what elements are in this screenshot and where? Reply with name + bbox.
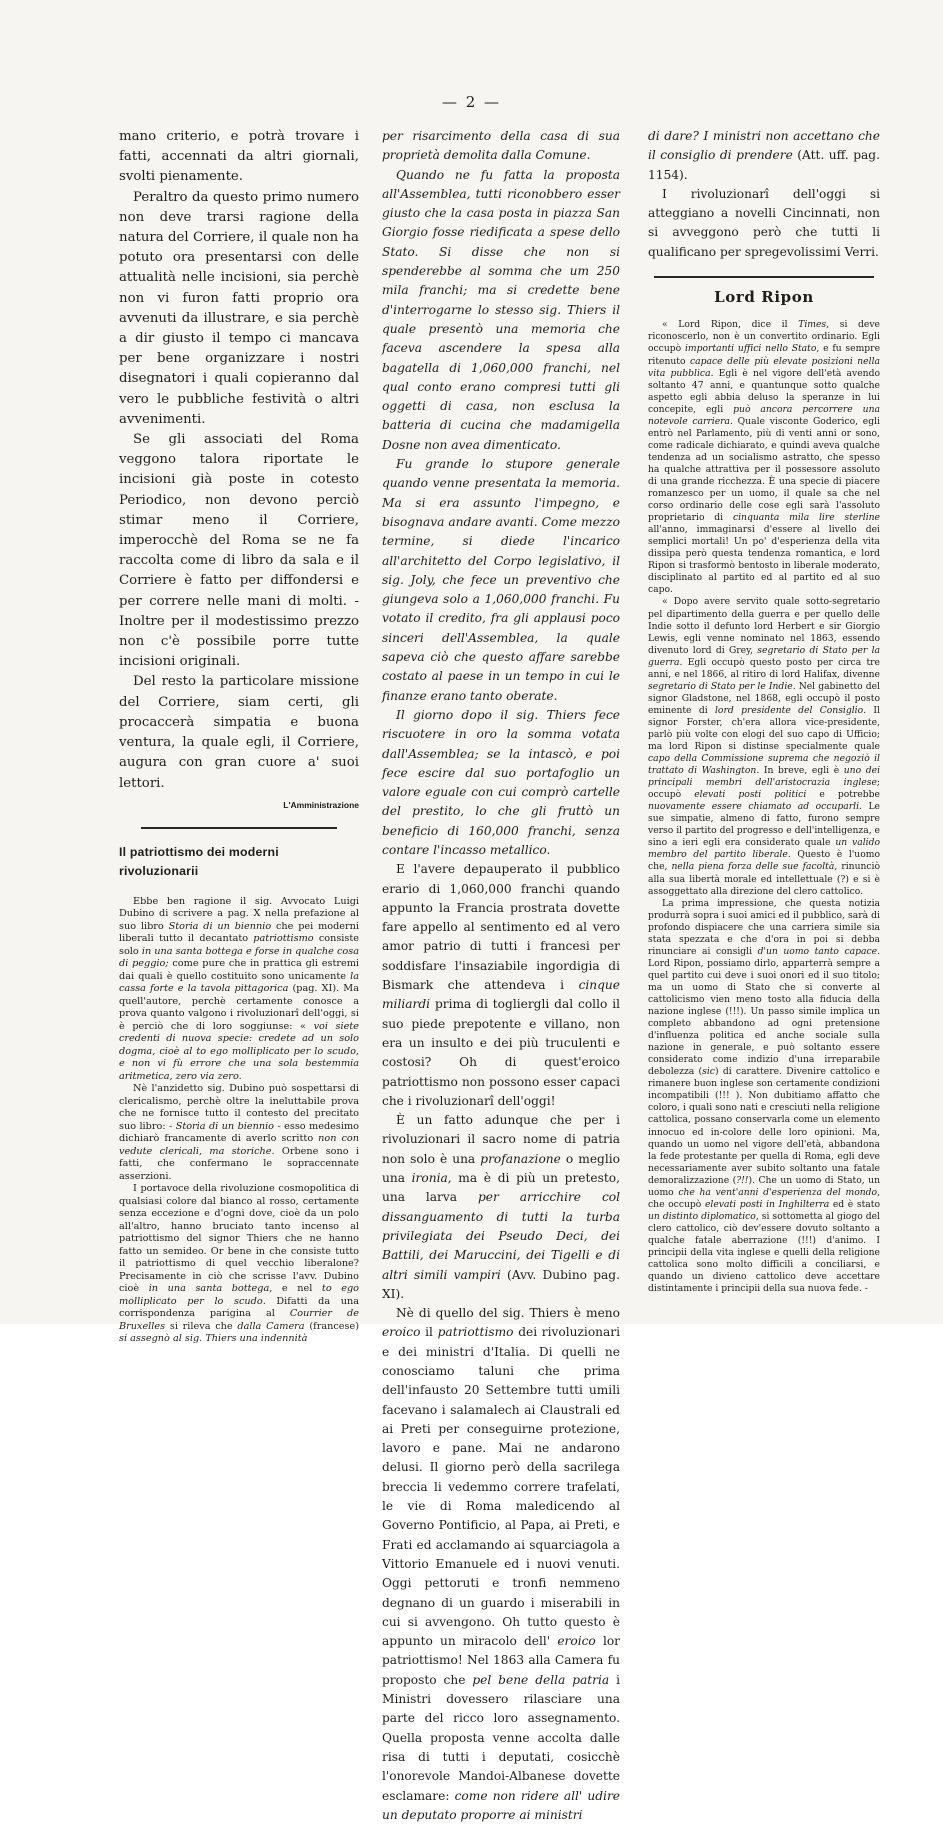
paragraph: Fu grande lo stupore generale quando venne presentata la memoria. Ma si era assunto l'impegno, e bisognava andare avanti. Come mezzo termine, si diede l'incarico all'architetto del Corpo legislativo, il sig. Joly, che fece un preventivo che giungeva solo a 1,060,000 franchi. Fu votato il credito, fra gli applausi poco sinceri dell'Assemblea, la quale sapeva ciò che questo affare sarebbe costato al paese in un tempo in cui le finanze erano tanto oberate. [382,457,620,703]
paragraph: I rivoluzionarî dell'oggi si atteggiano a novelli Cincinnati, non si avveggono però che tutti li qualificano per spregevolissimi Verri. [648,186,880,259]
paragraph: E l'avere depauperato il pubblico erario di 1,060,000 franchi quando appunto la Francia prostrata dovette fare appello al sentimento ed al vero amor patrio di tutti i francesi per soddisfare l'insaziabile ingordigia di Bismark che attendeva i cinque miliardi prima di togliergli dal collo il suo piede prepotente e villano, non era un insulto e dei più truculenti e costosi? Oh di quest'eroico patriottismo non possono esser capaci che i rivoluzionarî dell'oggi! [382,862,620,1108]
paragraph: Ebbe ben ragione il sig. Avvocato Luigi Dubino di scrivere a pag. X nella prefazione al suo libro Storia di un biennio che pei moderni liberali tutto il decantato patriottismo consiste solo in una santa bottega e forse in qualche cosa di peggio; come pure che in prattica gli estremi dai quali è quello costituito sono unicamente la cassa forte e la tavola pittagorica (pag. XI). Ma quell'autore, perchè certamente conosce a prova quanto valgono i rivoluzionarî dell'oggi, si è perciò che di loro soggiunse: « voi siete credenti di nuova specie: credete ad un solo dogma, cioè al to ego molliplicato per lo scudo, e non vi fù errore che una sola bestemmia aritmetica, zero via zero. [119,895,360,1082]
article-ending [648,127,880,262]
paragraph: Nè di quello del sig. Thiers è meno eroico il patriottismo dei rivoluzionari e dei ministri d'Italia. Di quelli ne conosciamo taluni che prima dell'infausto 20 Settembre tutti umili facevano i salamalech ai Claustrali ed ai Preti per conseguirne protezione, lavoro e pane. Mai ne andarono delusi. Il giorno però della sacrilega breccia li vedemmo correre trafelati, le vie di Roma maledicendo al Governo Pontificio, al Papa, ai Preti, e Frati ed acclamando ai squarciagola a Vittorio Emanuele ed i nuovi venuti. Oggi pettoruti e tronfi nemmeno degnano di un guardo i miserabili in cui si avvengono. Oh tutto questo è appunto un miracolo dell' eroico lor patriottismo! Nel 1863 alla Camera fu proposto che pel bene della patria i Ministri dovessero rilasciare una parte del ricco loro assegnamento. Quella proposta venne accolta dalle risa di tutti i deputati, cosicchè l'onorevole Mandoi-Albanese dovette esclamare: come non ridere all' udire un deputato proporre ai ministri [382,1306,621,1822]
column-right [648,127,881,1295]
paragraph: mano criterio, e potrà trovare i fatti, accennati da altri giornali, svolti pienamente. [119,129,359,185]
section-divider [119,815,359,841]
section-divider-right [654,276,874,278]
paragraph: Peraltro da questo primo numero non deve trarsi ragione della natura del Corriere, il quale non ha potuto ora presentarsi con delle attualità nelle incisioni, sia perchè non vi furon fatti proprio ora avvenuti da illustrare, e sia perchè a dir giusto il tempo ci mancava per bene organizzare i nostri disegnatori i quali copieranno dal vero le pubbliche festività o altri avvenimenti. [119,189,359,427]
article-continuation [382,127,620,1825]
paragraph: Se gli associati del Roma veggono talora riportate le incisioni già poste in cotesto Periodico, non devono perciò stimar meno il Corriere, imperocchè del Roma se ne fa raccolta come di libro da sala e il Corriere è fatto per diffondersi e per correre nelle mani di molti. - Inoltre per il modestissimo prezzo non c'è possibile porre tutte incisioni originali. [119,432,359,670]
paragraph: Del resto la particolare missione del Corriere, siam certi, gli procaccerà simpatia e buona ventura, la quale egli, il Corriere, augura con gran cuore a' suoi lettori. [119,674,359,791]
column-middle [382,127,621,1822]
notice-signature: L'Amministrazione [283,799,359,810]
paragraph: Il giorno dopo il sig. Thiers fece riscuotere in oro la somma votata dall'Assemblea; se la intascò, e poi fece escire dal suo portafoglio un valore eguale con cui comprò cartelle del prestito, lo che gli fruttò un beneficio di 160,000 franchi, senza contare l'incasso metallico. [382,707,620,857]
article-title-patriottismo: Il patriottismo dei moderni rivoluzionarii [119,845,279,879]
paragraph: La prima impressione, che questa notizia produrrà sopra i suoi amici ed il pubblico, sarà di profondo dispiacere che una carriera simile sia stata spezzata e che d'ora in poi si debba rinunciare ai consigli d'un uomo tanto capace. Lord Ripon, possiamo dirlo, apparterrà sempre a quel partito cui deve i suoi onori ed il suo titolo; ma un uomo di Stato che si converte al cattolicismo vien meno tosto alla fiducia della nazione inglese (!!!). Un passo simile implica un completo abbandono ad ogni pretensione d'influenza politica ed anche sociale sulla nazione in generale, e può soltanto essere considerato come indizio d'una irreparabile debolezza (sic) di carattere. Divenire cattolico e rimanere buon inglese son certamente condizioni incompatibili (!!! ). Non dubitiamo affatto che coloro, i quali sono nati e cresciuti nella religione cattolica, possano conservarla come un elemento innocuo ed in-colore delle loro opinioni. Ma, quando un uomo nel vigore dell'età, abbandona la fede protestante per quella di Roma, egli deve necessariamente aver subito soltanto una fatale demoralizzazione (?!!). Che un uomo di Stato, un uomo che ha vent'anni d'esperienza del mondo, che occupò elevati posti in Inghilterra ed è stato un distinto diplomatico, si sottometta al giogo del clero cattolico, ciò dev'essere dovuto soltanto a qualche fatale aberrazione (!!!) d'animo. I principii della vita inglese e quelli della religione cattolica sono molto difficili a conciliarsi, e quando un divieno cattolico deve accettare distintamente i principii della sua nuova fede. - [648,897,880,1295]
paragraph: Nè l'anzidetto sig. Dubino può sospettarsi di clericalismo, perchè oltre la ineluttabile prova che ne fornisce tutto il contesto del precitato suo libro: - Storia di un biennio - esso medesimo dichiarò francamente di averlo scritto non con vedute clericali, ma storiche. Orbene sono i fatti, che confermano le sopraccennate asserzioni. [119,1083,359,1182]
article-title-lord-ripon: Lord Ripon [714,288,814,307]
paragraph: Quando ne fu fatta la proposta all'Assemblea, tutti riconobbero esser giusto che la casa posta in piazza San Giorgio fosse riedificata a spese dello Stato. Si disse che non si spenderebbe al somma che um 250 mila franchi; ma si credette bene d'interrogarne lo stesso sig. Thiers il quale presentò una memoria che faceva ascendere la spesa alla bagatella di 1,060,000 franchi, nel qual conto erano compresi tutti gli oggetti di casa, non esclusa la batteria di cucina che madamigella Dosne non avea dimenticato. [382,167,620,452]
paragraph: « Lord Ripon, dice il Times, si deve riconoscerlo, non è un convertito ordinario. Egli occupò importanti uffici nello Stato, e fu sempre ritenuto capace delle più elevate posizioni nella vita pubblica. Egli è nel vigore dell'età avendo soltanto 47 anni, e quantunque sotto qualche aspetto egli abbia deluso la speranze in lui concepite, egli può ancora percorrere una notevole carriera. Quale visconte Goderico, egli entrò nel Parlamento, più di venti anni or sono, come radicale dichiarato, e quindi aveva qualche tendenza ad un socialismo astratto, che spesso ha qualche attrattiva per il possessore assoluto di una grande ricchezza. È una specie di piacere romanzesco per un uomo, il quale sa che nel corso ordinario delle cose egli sarà l'assoluto proprietario di cinquanta mila lire sterline all'anno, immaginarsi d'essere al livello dei semplici mortali! Un po' d'esperienza della vita dissipa però questa tendenza romantica, e lord Ripon si trasformò bentosto in liberale moderato, disciplinato al partito ed al partito ed al suo capo. [648,319,880,596]
notice-body [119,127,359,794]
article-body-patriottismo [119,896,359,1346]
paragraph: di dare? I ministri non accettano che il consiglio di prendere (Att. uff. pag. 1154). [648,129,880,182]
page-number: — 2 — [441,93,502,111]
paragraph: per risarcimento della casa di sua proprietà demolita dalla Comune. [382,129,620,163]
paragraph: I portavoce della rivoluzione cosmopolitica di qualsiasi colore dal bianco al rosso, certamente senza eccezione e d'ogni dove, cioè da un polo all'altro, hanno bruciato tanto incenso al patriottismo del signor Thiers che ne hanno fatto un semideo. Or bene in che consiste tutto il patriottismo di quel vecchio liberalone? Precisamente in ciò che scrisse l'avv. Dubino cioè in una santa bottega, e nel to ego molliplicato per lo scudo. Difatti da una corrispondenza parigina al Courrier de Bruxelles si rileva che dalla Camera (francese) si assegnò al sig. Thiers una indennità [119,1183,360,1345]
paragraph: È un fatto adunque che per i rivoluzionari il sacro nome di patria non solo è una profanazione o meglio una ironia, ma è di più un pretesto, una larva per arricchire col dissanguamento di tutti la turba privilegiata dei Pseudo Deci, dei Battili, dei Maruccini, dei Tigelli e di altri simili vampiri (Avv. Dubino pag. XI). [382,1113,621,1301]
column-left [119,127,360,1345]
paragraph: « Dopo avere servito quale sotto-segretario pel dipartimento della guerra e per quello delle Indie sotto il defunto lord Herbert e sir Giorgio Lewis, egli venne nominato nel 1863, essendo divenuto lord di Grey, segretario di Stato per la guerra. Egli occupò questo posto per circa tre anni, e nel 1866, al ritiro di lord Halifax, divenne segretario di Stato per le Indie. Nel gabinetto del signor Gladstone, nel 1868, egli occupò il posto eminente di lord presidente del Consiglio. Il signor Forster, ch'era allora vice-presidente, parlò più volte con elogi del suo capo di Ufficio; ma lord Ripon si distinse specialmente quale capo della Commissione suprema che negoziò il trattato di Washington. In breve, egli è uno dei principali membri dell'aristocrazia inglese; occupò elevati posti politici e potrebbe nuovamente essere chiamato ad occuparli. Le sue simpatie, almeno di fatto, furono sempre verso il partito del progresso e dell'intelligenza, e sino a ieri egli era considerato quale un valido membro del partito liberale. Questo è l'uomo che, nella piena forza delle sue facoltà, rinunciò alla sua libertà morale ed intellettuale (?) e si è assoggettato alla direzione del clero cattolico. [648,596,881,897]
article-body-lord-ripon [648,319,880,1295]
